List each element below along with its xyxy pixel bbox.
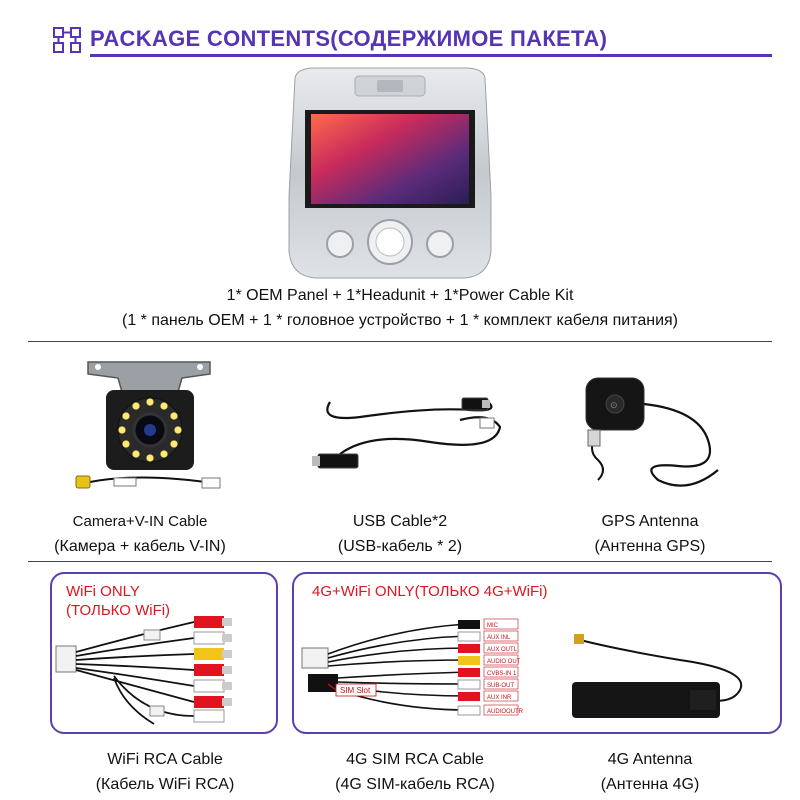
head-unit-panel-image bbox=[285, 66, 495, 280]
wifi-rca-caption bbox=[40, 747, 290, 797]
gps-caption-ru: (Антенна GPS) bbox=[594, 538, 706, 555]
4g-antenna-caption-en: 4G Antenna bbox=[607, 751, 693, 768]
camera-caption-ru: (Камера + кабель V-IN) bbox=[54, 538, 226, 555]
package-grid-icon bbox=[52, 26, 82, 54]
connector-label-aux-inl: AUX INL bbox=[487, 635, 511, 641]
wifi-only-tag-line1: WiFi ONLY bbox=[66, 583, 140, 600]
header-underline bbox=[90, 54, 772, 57]
connector-label-aux-outl: AUX OUTL bbox=[487, 647, 518, 653]
camera-caption bbox=[30, 509, 250, 559]
4g-sim-rca-caption-en: 4G SIM RCA Cable bbox=[346, 751, 484, 768]
connector-label-cvbs-in: CVBS-IN 1 bbox=[487, 671, 517, 677]
main-caption bbox=[0, 283, 800, 333]
wifi-rca-caption-ru: (Кабель WiFi RCA) bbox=[95, 776, 235, 793]
gps-antenna-image bbox=[568, 370, 738, 500]
wifi-only-tag-line2: (ТОЛЬКО WiFi) bbox=[66, 602, 171, 619]
gps-caption bbox=[545, 509, 755, 559]
gps-caption-en: GPS Antenna bbox=[601, 513, 699, 530]
4g-antenna-caption bbox=[560, 747, 740, 797]
connector-label-sub-out: SUB-OUT bbox=[487, 683, 514, 689]
svg-text:⊙: ⊙ bbox=[610, 400, 618, 410]
main-caption-ru: (1 * панель OEM + 1 * головное устройство + 1 * комплект кабеля питания) bbox=[121, 312, 678, 329]
usb-caption-en: USB Cable*2 bbox=[352, 513, 448, 530]
divider-top bbox=[28, 341, 772, 342]
page-title: PACKAGE CONTENTS(СОДЕРЖИМОЕ ПАКЕТА) bbox=[90, 26, 608, 51]
connector-label-audio-outr: AUDIOOUTR bbox=[487, 709, 523, 715]
4g-antenna-image bbox=[560, 630, 760, 730]
usb-caption-ru: (USB-кабель * 2) bbox=[337, 538, 463, 555]
sim-slot-label: SIM Slot bbox=[340, 686, 371, 695]
4g-sim-rca-caption bbox=[300, 747, 530, 797]
usb-caption bbox=[290, 509, 510, 559]
4g-sim-rca-cable-image bbox=[298, 618, 538, 730]
connector-label-mic: MIC bbox=[487, 623, 498, 629]
4g-antenna-caption-ru: (Антенна 4G) bbox=[600, 776, 700, 793]
camera-caption-en: Camera+V-IN Cable bbox=[72, 513, 208, 530]
usb-cable-image bbox=[310, 382, 510, 492]
wifi-rca-cable-image bbox=[54, 606, 274, 730]
divider-bottom bbox=[28, 561, 772, 562]
4g-wifi-only-tag: 4G+WiFi ONLY(ТОЛЬКО 4G+WiFi) bbox=[312, 583, 548, 600]
camera-image bbox=[70, 352, 230, 502]
connector-label-aux-inr: AUX INR bbox=[487, 695, 512, 701]
wifi-rca-caption-en: WiFi RCA Cable bbox=[107, 751, 223, 768]
4g-sim-rca-caption-ru: (4G SIM-кабель RCA) bbox=[335, 776, 495, 793]
connector-label-audio-out: AUDIO OUT bbox=[487, 659, 521, 665]
main-caption-en: 1* OEM Panel + 1*Headunit + 1*Power Cable Kit bbox=[226, 287, 574, 304]
